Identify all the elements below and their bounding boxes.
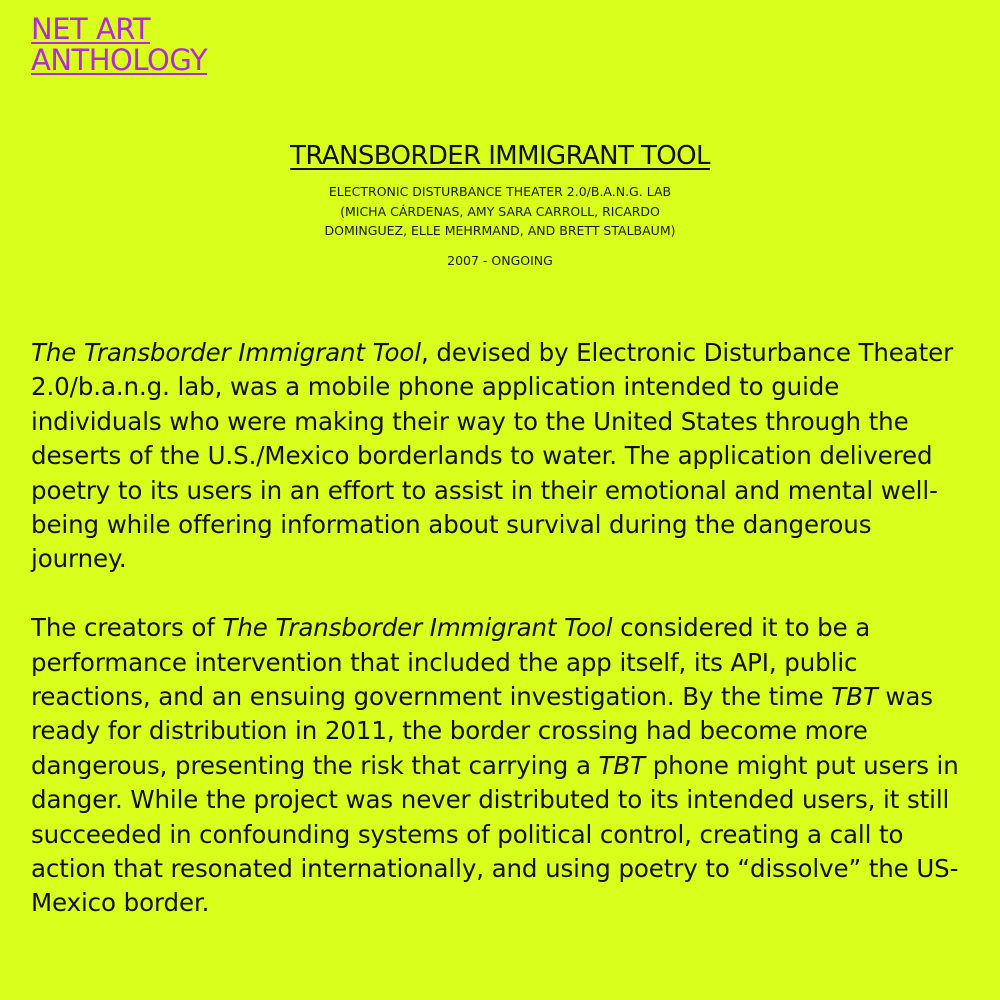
credits-line-3: DOMINGUEZ, ELLE MEHRMAND, AND BRETT STALBAUM) [324,223,676,238]
credits-line-2: (MICHA CÁRDENAS, AMY SARA CARROLL, RICARDO [340,203,660,219]
logo-line-1: NET ART [31,12,151,46]
p1-text: , devised by Electronic Disturbance Theater 2.0/b.a.n.g. lab, was a mobile phone application intended to guide individuals who were making their way to the United States through the deserts of the U.S./Mexico borderlands to water. The application delivered poetry to its users in an effort to assist in their emotional and mental well-being while offering information about survival during the dangerous journey. [31,338,954,574]
p2-abbr-2: TBT [598,750,645,780]
artwork-header [0,140,1000,270]
p2-text-3: was ready for distribution in 2011, the border crossing had become more dangerous, presenting the risk that carrying a [31,682,933,780]
p2-text-4: phone might put users in danger. While the project was never distributed to its intended users, it still succeeded in confounding systems of political control, creating a call to action that resonated internationally, and using poetry to “dissolve” the US-Mexico border. [31,750,959,918]
artwork-credits [280,182,720,241]
p2-title-italic: The Transborder Immigrant Tool [222,613,613,643]
p2-text-1: The creators of [31,613,223,643]
logo-line-2: ANTHOLOGY [31,43,208,77]
artwork-title: TRANSBORDER IMMIGRANT TOOL [290,141,710,171]
description-paragraph-1 [31,336,971,577]
description-paragraph-2 [31,611,971,921]
p2-abbr-1: TBT [831,682,878,712]
p2-text-2: considered it to be a performance intervention that included the app itself, its API, public reactions, and an ensuing government investigation. By the time [31,613,871,712]
site-logo-link[interactable] [31,14,271,76]
p1-title-italic: The Transborder Immigrant Tool [31,338,421,367]
artwork-description [31,336,971,955]
credits-line-1: ELECTRONIC DISTURBANCE THEATER 2.0/B.A.N.G. LAB [328,184,672,199]
artwork-dates: 2007 - ONGOING [447,252,553,268]
